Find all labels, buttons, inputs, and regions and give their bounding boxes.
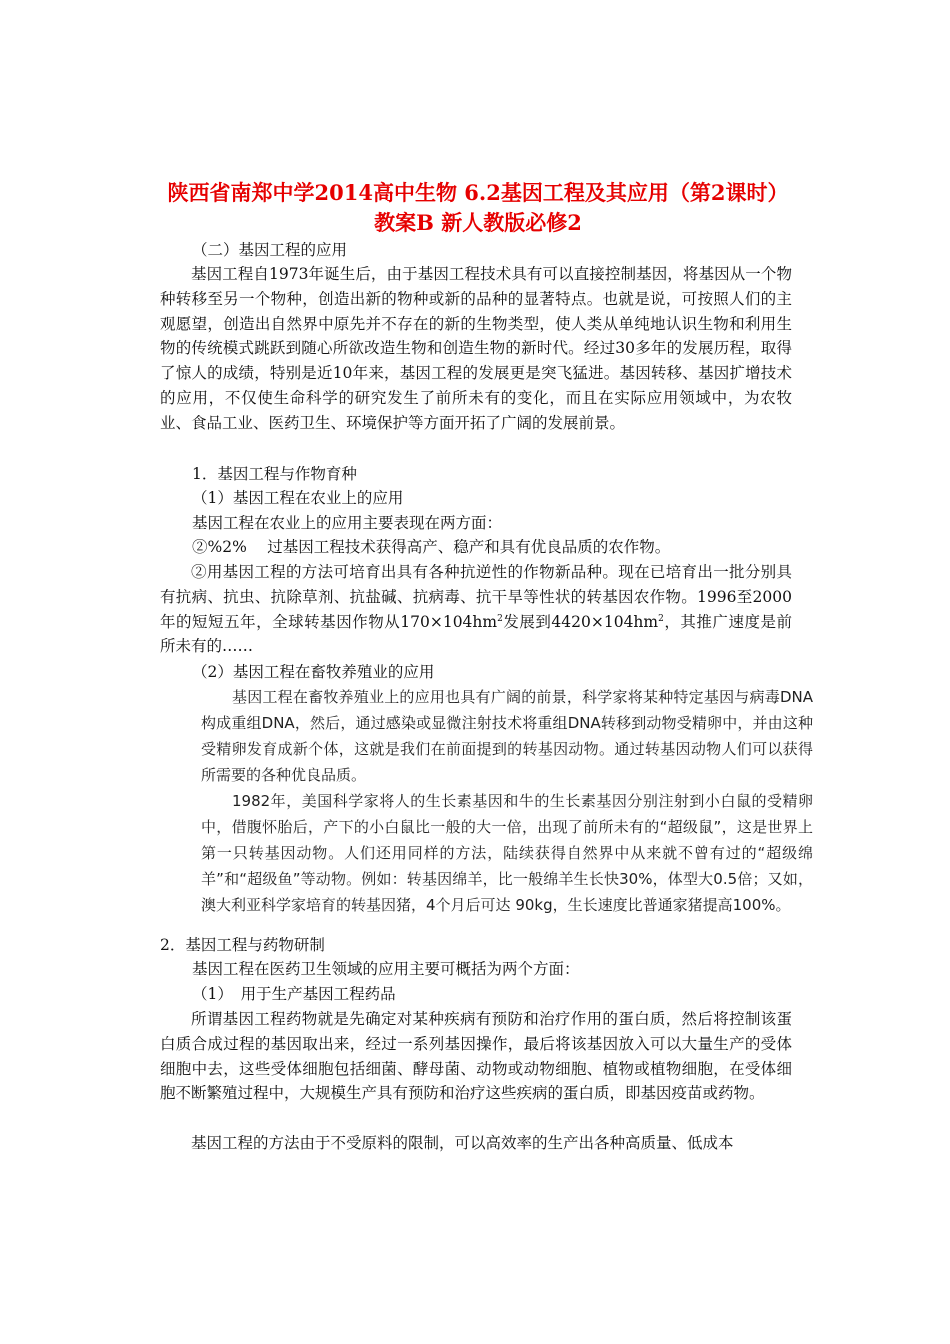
superscript-2: 2: [497, 613, 503, 624]
scanned-paragraph-1: 基因工程在畜牧养殖业上的应用也具有广阔的前景，科学家将某种特定基因与病毒DNA构成重组DNA，然后，通过感染或显微注射技术将重组DNA转移到动物受精卵中，并由这种受精卵发育成新个体，这就是我们在前面提到的转基因动物。通过转基因动物人们可以获得所需要的各种优良品质。: [201, 688, 813, 784]
section-1-item-1: ②%2% 过基因工程技术获得高产、稳产和具有优良品质的农作物。: [192, 538, 671, 556]
section-heading: （二）基因工程的应用: [192, 241, 348, 259]
section-2-lead: 基因工程在医药卫生领域的应用主要可概括为两个方面：: [192, 960, 580, 978]
section-2-paragraph-2: 基因工程的方法由于不受原料的限制，可以高效率的生产出各种高质量、低成本: [191, 1134, 734, 1152]
scanned-paragraph-2: 1982年，美国科学家将人的生长素基因和牛的生长素基因分别注射到小白鼠的受精卵中，借腹怀胎后，产下的小白鼠比一般的大一倍，出现了前所未有的“超级鼠”，这是世界上第一只转基因动物。人们还用同样的方法，陆续获得自然界中从来就不曾有过的“超级绵羊”和“超级鱼”等动物。例如：转基因绵羊，比一般绵羊生长快30%，体型大0.5倍；又如，澳大利亚科学家培育的转基因猪，4个月后可达 90kg，生长速度比普通家猪提高100%。: [201, 792, 813, 914]
item-2-text-c: ，其推广速度是前所未有的……: [160, 612, 792, 656]
document-title: 陕西省南郑中学2014高中生物 6.2基因工程及其应用（第2课时）教案B 新人教版必修2: [167, 180, 789, 235]
section-1-lead: 基因工程在农业上的应用主要表现在两方面：: [192, 514, 503, 532]
section-1-heading: 1．基因工程与作物育种: [192, 465, 357, 483]
item-2-text-a: ②用基因工程的方法可培育出具有各种抗逆性的作物新品种。现在已培育出一批分别具有抗病、抗虫、抗除草剂、抗盐碱、抗病毒、抗干旱等性状的转基因农作物。1996至2000年的短短五年，全球转基因作物从170×104hm: [160, 563, 792, 631]
superscript-2: 2: [658, 613, 664, 624]
section-2-heading: 2．基因工程与药物研制: [160, 936, 325, 954]
item-2-text-b: 发展到4420×104hm: [502, 612, 659, 631]
section-1-subheading-1: （1）基因工程在农业上的应用: [192, 489, 404, 507]
section-2-paragraph-1: 所谓基因工程药物就是先确定对某种疾病有预防和治疗作用的蛋白质，然后将控制该蛋白质合成过程的基因取出来，经过一系列基因操作，最后将该基因放入可以大量生产的受体细胞中去，这些受体细胞包括细菌、酵母菌、动物或动物细胞、植物或植物细胞，在受体细胞不断繁殖过程中，大规模生产具有预防和治疗这些疾病的蛋白质，即基因疫苗或药物。: [160, 1010, 792, 1103]
intro-paragraph: 基因工程自1973年诞生后，由于基因工程技术具有可以直接控制基因，将基因从一个物种转移至另一个物种，创造出新的物种或新的品种的显著特点。也就是说，可按照人们的主观愿望，创造出自然界中原先并不存在的新的生物类型，使人类从单纯地认识生物和利用生物的传统模式跳跃到随心所欲改造生物和创造生物的新时代。经过30多年的发展历程，取得了惊人的成绩，特别是近10年来，基因工程的发展更是突飞猛进。基因转移、基因扩增技术的应用，不仅使生命科学的研究发生了前所未有的变化，而且在实际应用领域中，为农牧业、食品工业、医药卫生、环境保护等方面开拓了广阔的发展前景。: [160, 265, 792, 432]
section-1-subheading-2: （2）基因工程在畜牧养殖业的应用: [192, 663, 435, 681]
section-1-item-2: [160, 560, 792, 659]
section-2-subheading-1: （1） 用于生产基因工程药品: [192, 985, 396, 1003]
